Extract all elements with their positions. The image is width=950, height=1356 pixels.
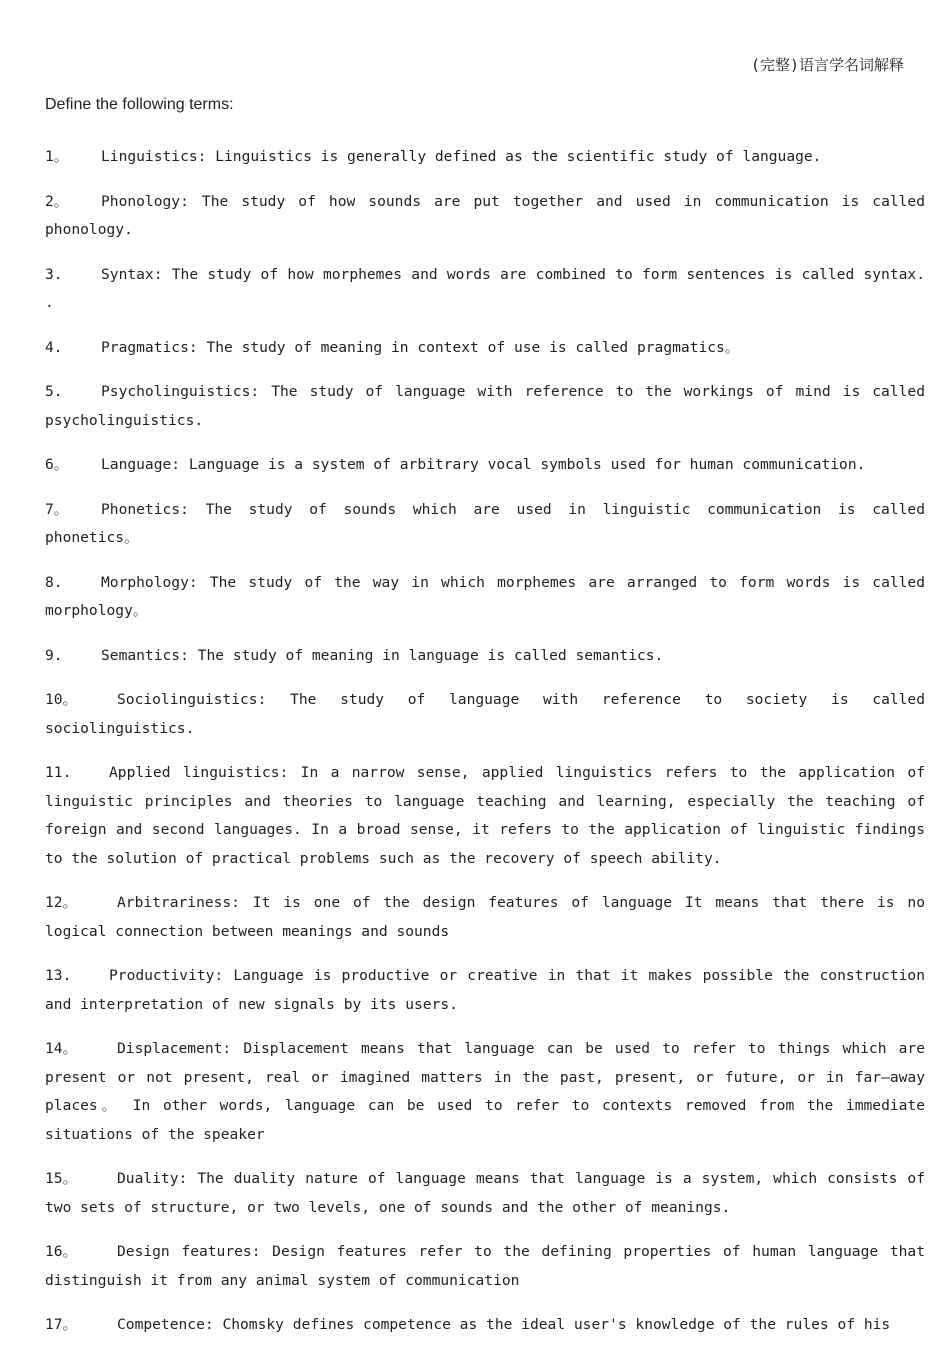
term-name: Psycholinguistics: (101, 383, 260, 400)
term-name: Pragmatics: (101, 338, 198, 356)
term-name: Semantics: (101, 646, 189, 664)
term-item (45, 496, 925, 553)
term-item (45, 143, 925, 172)
term-item (45, 686, 925, 743)
term-definition: Language is productive or creative in that it makes possible the construction and interpretation of new signals by its users. (45, 967, 925, 1013)
term-item (45, 378, 925, 435)
term-item (45, 1035, 925, 1149)
term-number: 1。 (45, 148, 69, 165)
term-name: Displacement: (117, 1040, 232, 1057)
term-item (45, 962, 925, 1019)
term-definition: Linguistics is generally defined as the scientific study of language. (215, 148, 822, 165)
term-name: Phonetics: (101, 500, 189, 518)
term-number: 6。 (45, 456, 69, 473)
term-number: 17。 (45, 1316, 78, 1333)
term-item (45, 1238, 925, 1295)
term-name: Phonology: (101, 192, 189, 210)
term-definition: The study of meaning in context of use is called pragmatics。 (206, 338, 740, 356)
term-name: Syntax: (101, 265, 163, 283)
intro-line: Define the following terms: (45, 96, 234, 113)
term-item (45, 188, 925, 245)
term-item (45, 1165, 925, 1222)
term-name: Competence: (117, 1316, 214, 1333)
term-number: 15。 (45, 1170, 78, 1187)
term-definition: The study of how morphemes and words are combined to form sentences is called syntax. . (45, 265, 925, 311)
term-number: 2。 (45, 192, 69, 210)
term-number: 14。 (45, 1040, 78, 1057)
term-number: 11. (45, 764, 72, 781)
term-number: 8. (45, 573, 63, 591)
term-name: Morphology: (101, 573, 198, 591)
term-number: 7。 (45, 500, 69, 518)
term-number: 4. (45, 338, 63, 356)
term-item (45, 334, 925, 363)
term-number: 9. (45, 646, 63, 664)
term-name: Productivity: (109, 967, 224, 984)
term-definition: The duality nature of language means that language is a system, which consists of two sets of structure, or two levels, one of sounds and the other of meanings. (45, 1170, 925, 1216)
term-definition: In a narrow sense, applied linguistics refers to the application of linguistic principles and theories to language teaching and learning, especially the teaching of foreign and second languages. In a broad sense, it refers to the application of linguistic findings to the solution of practical problems such as the recovery of speech ability. (45, 764, 925, 867)
term-item (45, 642, 925, 671)
term-item (45, 261, 925, 318)
term-item (45, 889, 925, 946)
term-number: 12。 (45, 894, 78, 911)
term-name: Language: (101, 456, 181, 473)
term-name: Linguistics: (101, 148, 207, 165)
term-number: 5. (45, 383, 63, 400)
term-item (45, 569, 925, 626)
term-number: 13. (45, 967, 72, 984)
term-item (45, 451, 925, 480)
term-definition: Displacement means that language can be used to refer to things which are present or not present, real or imagined matters in the past, present, or future, or in far—away places。 In other words, language can be used to refer to contexts removed from the immediate situations of the speaker (45, 1040, 925, 1143)
term-number: 3. (45, 265, 63, 283)
term-list (45, 143, 925, 1356)
term-definition: The study of meaning in language is called semantics. (197, 646, 664, 664)
term-definition: It is one of the design features of language It means that there is no logical connection between meanings and sounds (45, 894, 925, 940)
term-definition: The study of the way in which morphemes are arranged to form words is called morphology。 (45, 573, 926, 619)
term-definition: The study of how sounds are put together and used in communication is called phonology. (45, 192, 925, 238)
term-definition: Design features refer to the defining properties of human language that distinguish it from any animal system of communication (45, 1243, 925, 1289)
term-definition: Chomsky defines competence as the ideal user's knowledge of the rules of his (222, 1316, 891, 1333)
term-definition: Language is a system of arbitrary vocal symbols used for human communication. (188, 456, 866, 473)
term-definition: The study of language with reference to the workings of mind is called psycholinguistics. (45, 383, 925, 429)
term-name: Duality: (117, 1170, 188, 1187)
term-number: 10。 (45, 691, 78, 708)
term-item (45, 1311, 925, 1340)
term-definition: The study of sounds which are used in linguistic communication is called phonetics。 (45, 500, 925, 546)
term-name: Arbitrariness: (117, 894, 241, 911)
term-number: 16。 (45, 1243, 78, 1260)
term-name: Sociolinguistics: (117, 691, 267, 708)
term-item (45, 759, 925, 873)
term-definition: The study of language with reference to society is called sociolinguistics. (45, 691, 926, 737)
term-name: Applied linguistics: (109, 764, 289, 781)
page-header: (完整)语言学名词解释 (750, 56, 904, 74)
term-name: Design features: (117, 1243, 261, 1260)
